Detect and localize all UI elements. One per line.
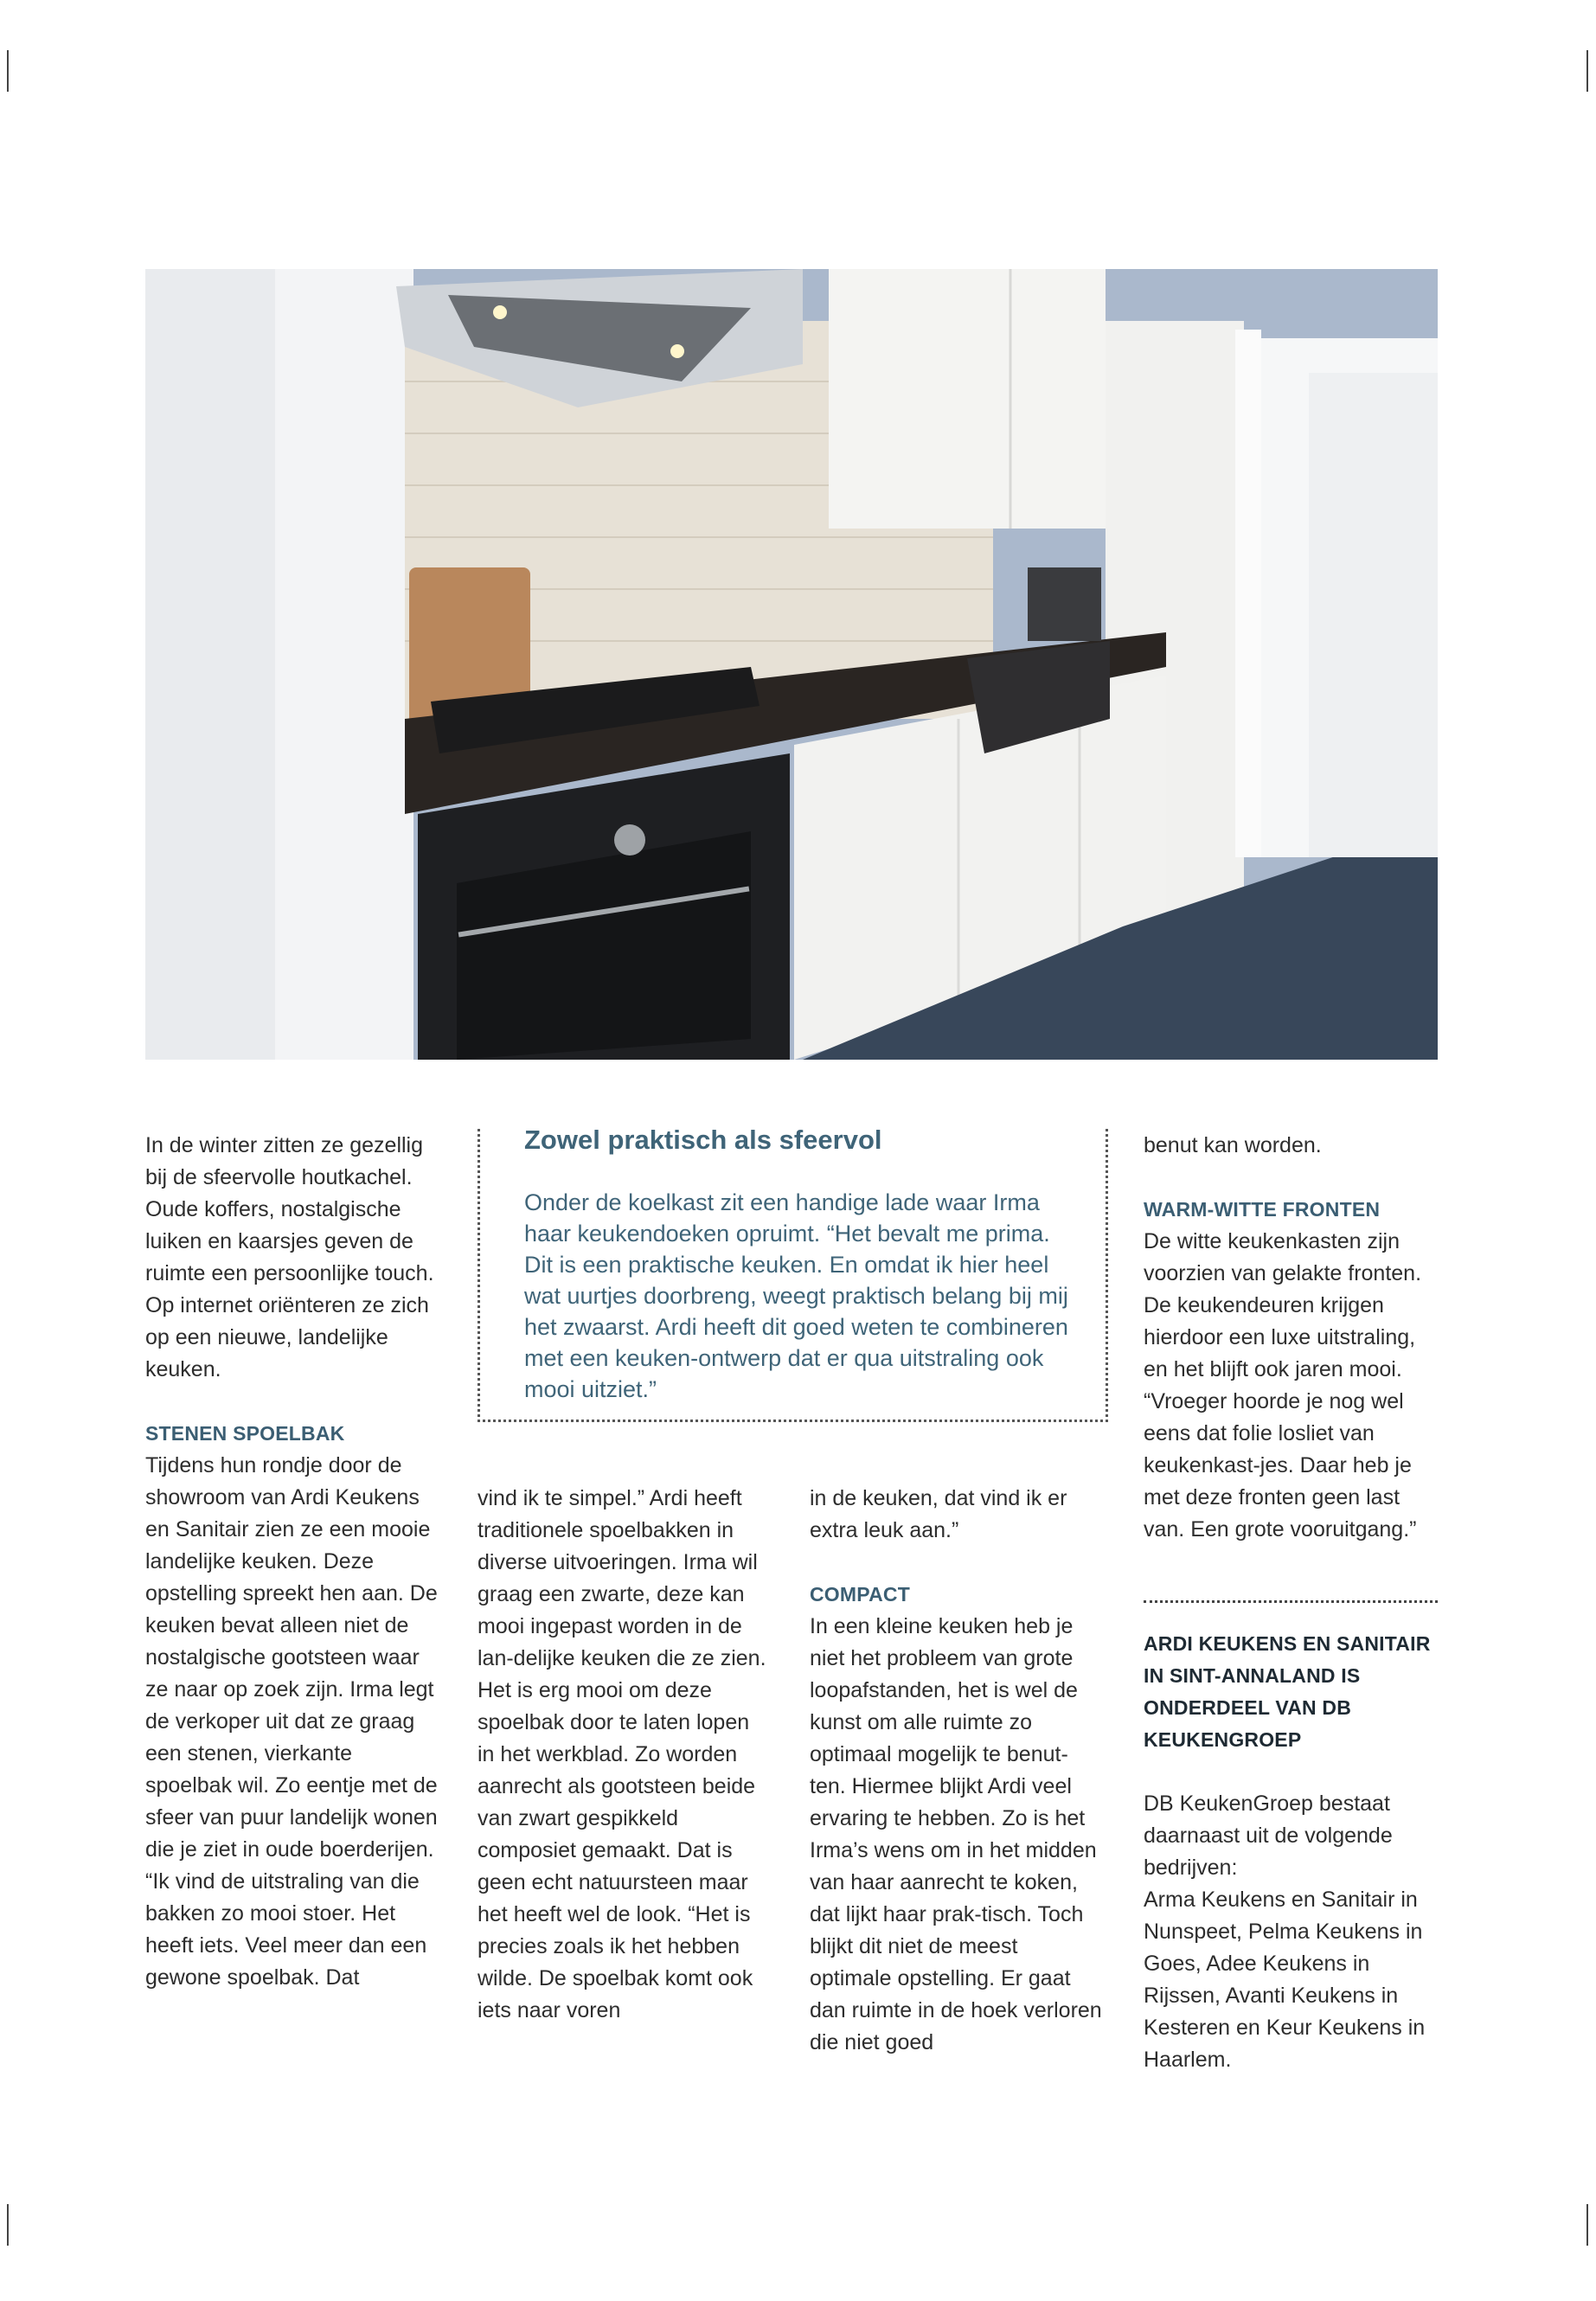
heading-compact: COMPACT [810, 1583, 910, 1606]
column-1-intro: In de winter zitten ze gezellig bij de sfeervolle houtkachel. Oude koffers, nostalgische luiken en kaarsjes geven de ruimte een persoonlijke touch. Op internet oriënteren ze zich op een nieuwe, landelijke keuken. [145, 1133, 434, 1381]
column-3 [810, 1483, 1104, 2059]
info-box-heading: ARDI KEUKENS EN SANITAIR IN SINT-ANNALAND IS ONDERDEEL VAN DB KEUKENGROEP [1144, 1632, 1431, 1751]
column-2 [478, 1483, 772, 2027]
crop-mark-top-left [7, 50, 9, 92]
info-box-body: Arma Keukens en Sanitair in Nunspeet, Pelma Keukens in Goes, Adee Keukens in Rijssen, Avanti Keukens in Kesteren en Keur Keukens in Haarlem. [1144, 1888, 1426, 2072]
quote-title: Zowel praktisch als sfeervol [524, 1125, 882, 1155]
column-1-body: Tijdens hun rondje door de showroom van Ardi Keukens en Sanitair zien ze een mooie landelijke keuken. Deze opstelling spreekt hen aan. De keuken bevat alleen niet de nostalgische gootsteen waar ze naar op zoek zijn. Irma legt de verkoper uit dat ze graag een stenen, vierkante spoelbak wil. Zo eentje met de sfeer van puur landelijk wonen die je ziet in oude boerderijen. “Ik vind de uitstraling van die bakken zo mooi stoer. Het heeft iets. Veel meer dan een gewone spoelbak. Dat [145, 1453, 438, 1990]
column-3-body: In een kleine keuken heb je niet het probleem van grote loopafstanden, het is wel de kunst om alle ruimte zo optimaal mogelijk te benut-ten. Hiermee blijkt Ardi veel ervaring te hebben. Zo is het Irma’s wens om in het midden van haar aanrecht te koken, dat lijkt haar prak-tisch. Toch blijkt dit niet de meest optimale opstelling. Er gaat dan ruimte in de hoek verloren die niet goed [810, 1614, 1102, 2054]
column-4-intro: benut kan worden. [1144, 1133, 1322, 1157]
kitchen-photo [145, 269, 1438, 1060]
column-4-body: De witte keukenkasten zijn voorzien van gelakte fronten. De keukendeuren krijgen hierdoor een luxe uitstraling, en het blijft ook jaren mooi. “Vroeger hoorde je nog wel eens dat folie losliet van keukenkast-jes. Daar heb je met deze fronten geen last van. Een grote vooruitgang.” [1144, 1229, 1422, 1541]
info-box [1144, 1628, 1438, 2076]
kitchen-photo-icon [145, 269, 1438, 1060]
info-box-intro: DB KeukenGroep bestaat daarnaast uit de volgende bedrijven: [1144, 1791, 1393, 1880]
column-1 [145, 1130, 439, 1994]
quote-text: Onder de koelkast zit een handige lade waar Irma haar keukendoeken opruimt. “Het bevalt me prima. Dit is een praktische keuken. En omdat ik hier heel wat uurtjes doorbreng, weegt praktisch belang bij mij het zwaarst. Ardi heeft dit goed weten te combineren met een keuken-ontwerp dat er qua uitstraling ook mooi uitziet.” [524, 1189, 1068, 1402]
column-4 [1144, 1130, 1438, 1546]
column-3-intro: in de keuken, dat vind ik er extra leuk aan.” [810, 1486, 1067, 1542]
heading-warm-witte-fronten: WARM-WITTE FRONTEN [1144, 1198, 1381, 1221]
crop-mark-top-right [1586, 50, 1588, 92]
column-2-body: vind ik te simpel.” Ardi heeft traditionele spoelbakken in diverse uitvoeringen. Irma wil graag een zwarte, deze kan mooi ingepast worden in de lan-delijke keuken die ze zien. Het is erg mooi om deze spoelbak door te laten lopen in het werkblad. Zo worden aanrecht als gootsteen beide van zwart gespikkeld composiet gemaakt. Dat is geen echt natuursteen maar het heeft wel de look. “Het is precies zoals ik het hebben wilde. De spoelbak komt ook iets naar voren [478, 1486, 766, 2022]
crop-mark-bottom-left [7, 2204, 9, 2246]
crop-mark-bottom-right [1586, 2204, 1588, 2246]
heading-stenen-spoelbak: STENEN SPOELBAK [145, 1422, 345, 1445]
dotted-divider [1144, 1600, 1438, 1603]
